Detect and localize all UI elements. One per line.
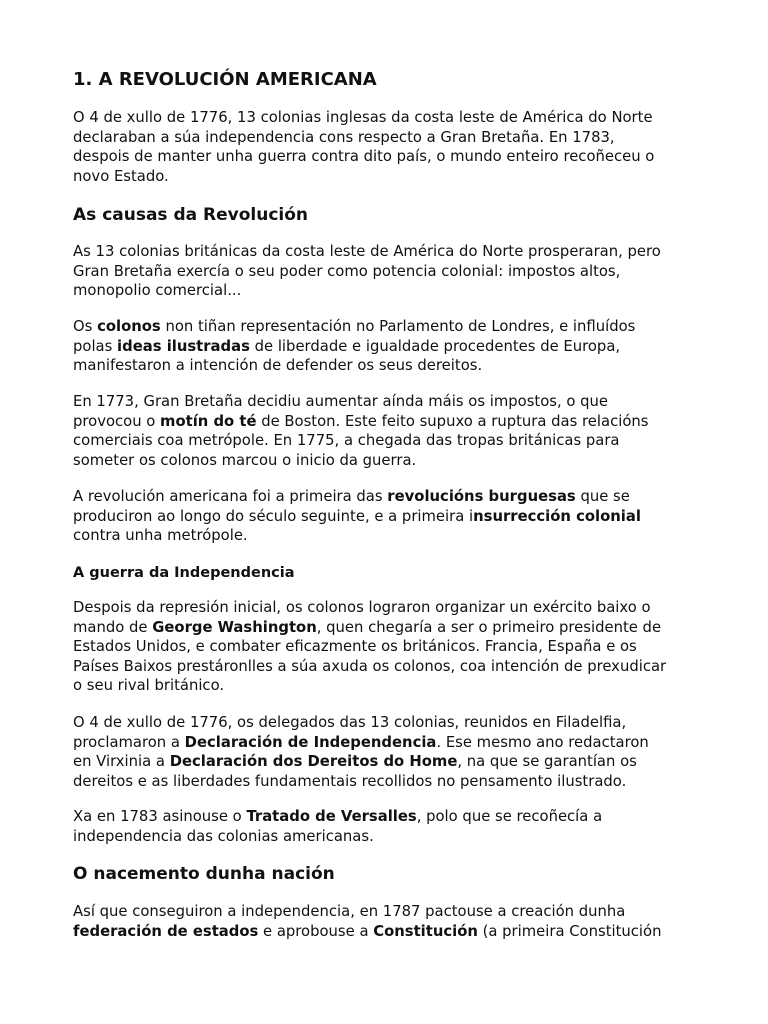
text-line: Así que conseguiron a independencia, en 1787 pactouse a creación dunha xyxy=(73,903,626,920)
page-title: 1. A REVOLUCIÓN AMERICANA xyxy=(73,69,377,90)
text-line: Países Baixos prestáronlles a súa axuda os colonos, coa intención de prexudicar xyxy=(73,657,667,675)
section-heading-causes: As causas da Revolución xyxy=(73,205,309,225)
text-line: proclamaron a Declaración de Independencia. Ese mesmo ano redactaron xyxy=(73,733,649,751)
text-line: dereitos e as liberdades fundamentais recollidos no pensamento ilustrado. xyxy=(73,772,627,790)
intro-paragraph xyxy=(73,108,713,186)
text-line: Despois da represión inicial, os colonos lograron organizar un exército baixo o xyxy=(73,599,651,616)
bold-term: motín do té xyxy=(160,412,257,430)
war-paragraph-2 xyxy=(73,713,713,791)
causes-paragraph-3 xyxy=(73,392,713,470)
causes-paragraph-4 xyxy=(73,487,713,546)
bold-term: Tratado de Versalles xyxy=(246,808,417,825)
bold-term: nsurrección colonial xyxy=(473,507,641,525)
text-line: federación de estados e aprobouse a Constitución (a primeira Constitución xyxy=(73,922,662,940)
text-line: despois de manter unha guerra contra dito país, o mundo enteiro recoñeceu o xyxy=(73,148,655,166)
bold-term: Declaración de Independencia xyxy=(184,733,437,751)
nation-paragraph-1 xyxy=(73,902,713,941)
war-paragraph-1 xyxy=(73,598,713,696)
causes-paragraph-1 xyxy=(73,242,713,301)
text-line: Estados Unidos, e combater eficazmente os británicos. Francia, España e os xyxy=(73,638,637,656)
text-line: comerciais coa metrópole. En 1775, a chegada das tropas británicas para xyxy=(73,432,620,450)
section-heading-war: A guerra da Independencia xyxy=(73,565,295,581)
text-line: monopolio comercial... xyxy=(73,282,242,300)
text-line: independencia das colonias americanas. xyxy=(73,827,374,845)
bold-term: federación de estados xyxy=(73,922,259,940)
section-heading-nation: O nacemento dunha nación xyxy=(73,864,335,884)
text-line: O 4 de xullo de 1776, 13 colonias inglesas da costa leste de América do Norte xyxy=(73,109,653,126)
war-paragraph-3 xyxy=(73,807,713,846)
text-line: O 4 de xullo de 1776, os delegados das 13 colonias, reunidos en Filadelfia, xyxy=(73,714,627,731)
bold-term: revolucións burguesas xyxy=(387,488,576,505)
bold-term: George Washington xyxy=(152,618,317,636)
text-line: A revolución americana foi a primeira das revolucións burguesas que se xyxy=(73,488,630,505)
text-line: En 1773, Gran Bretaña decidiu aumentar aínda máis os impostos, o que xyxy=(73,393,609,410)
causes-paragraph-2 xyxy=(73,317,713,376)
bold-term: ideas ilustradas xyxy=(117,337,250,355)
text-line: declaraban a súa independencia cons respecto a Gran Bretaña. En 1783, xyxy=(73,128,615,146)
text-line: polas ideas ilustradas de liberdade e igualdade procedentes de Europa, xyxy=(73,337,621,355)
text-line: novo Estado. xyxy=(73,167,169,185)
text-line: As 13 colonias británicas da costa leste de América do Norte prosperaran, pero xyxy=(73,243,661,260)
text-line: mando de George Washington, quen chegaría a ser o primeiro presidente de xyxy=(73,618,662,636)
text-line: produciron ao longo do século seguinte, e a primeira insurrección colonial xyxy=(73,507,641,525)
text-line: Gran Bretaña exercía o seu poder como potencia colonial: impostos altos, xyxy=(73,262,621,280)
text-line: provocou o motín do té de Boston. Este feito supuxo a ruptura das relacións xyxy=(73,412,649,430)
text-line: someter os colonos marcou o inicio da guerra. xyxy=(73,451,417,469)
text-line: en Virxinia a Declaración dos Dereitos do Home, na que se garantían os xyxy=(73,753,637,771)
bold-term: Declaración dos Dereitos do Home xyxy=(169,753,458,771)
text-line: contra unha metrópole. xyxy=(73,527,248,545)
text-line: Os colonos non tiñan representación no Parlamento de Londres, e influídos xyxy=(73,318,636,335)
text-line: o seu rival británico. xyxy=(73,677,225,695)
bold-term: Constitución xyxy=(373,922,478,940)
bold-term: colonos xyxy=(97,318,161,335)
text-line: manifestaron a intención de defender os seus dereitos. xyxy=(73,357,483,375)
text-line: Xa en 1783 asinouse o Tratado de Versalles, polo que se recoñecía a xyxy=(73,808,603,825)
